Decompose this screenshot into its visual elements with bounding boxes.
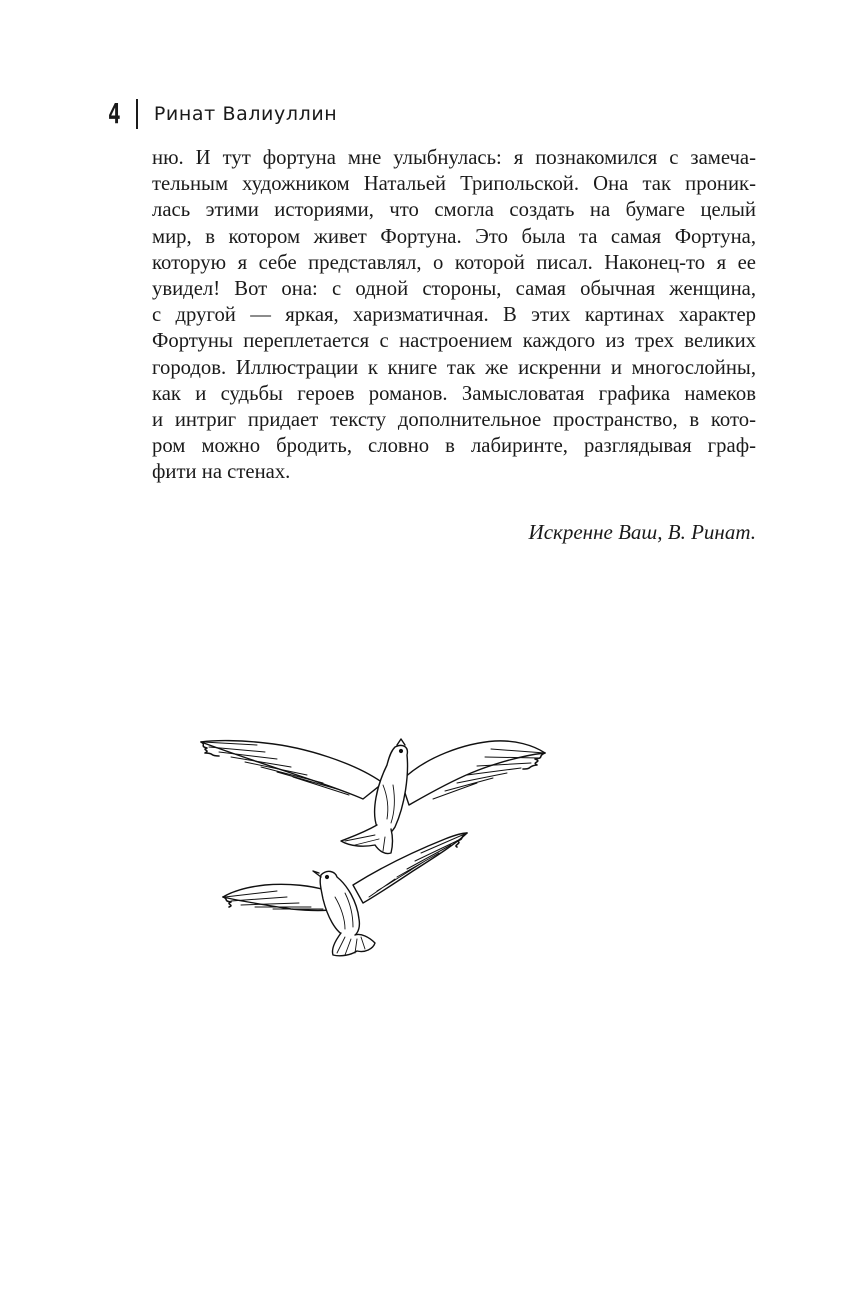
header-separator [136,99,138,129]
text-line: как и судьбы героев романов. Замысловатая графика намеков [152,382,756,405]
text-line: которую я себе представлял, о которой писал. Наконец-то я ее [152,251,756,274]
lower-seagull-icon [223,833,467,956]
upper-seagull-icon [201,739,545,854]
text-line: с другой — яркая, харизматичная. В этих картинах характер [152,304,756,327]
text-line: и интриг придает тексту дополнительное пространство, в кото- [152,409,756,432]
running-header [108,96,337,132]
text-line: тельным художником Натальей Трипольской. Она так проник- [152,173,756,196]
text-line: ню. И тут фортуна мне улыбнулась: я познакомился с замеча- [152,147,756,169]
text-line: ром можно бродить, словно в лабиринте, разглядывая граф- [152,435,756,458]
seagulls-illustration [195,725,550,960]
text-line: увидел! Вот она: с одной стороны, самая обычная женщина, [152,278,756,301]
page-number: 4 [108,97,120,130]
text-line: лась этими историями, что смогла создать на бумаге целый [152,199,756,222]
author-name: Ринат Валиуллин [153,103,338,125]
text-line: городов. Иллюстрации к книге так же искренни и многослойны, [152,356,756,379]
signature: Искренне Ваш, В. Ринат. [528,520,756,544]
text-line: Фортуны переплетается с настроением каждого из трех великих [152,330,756,353]
body-paragraph [152,145,756,486]
text-line: мир, в котором живет Фортуна. Это была та самая Фортуна, [152,225,756,248]
text-line: фити на стенах. [152,461,291,484]
